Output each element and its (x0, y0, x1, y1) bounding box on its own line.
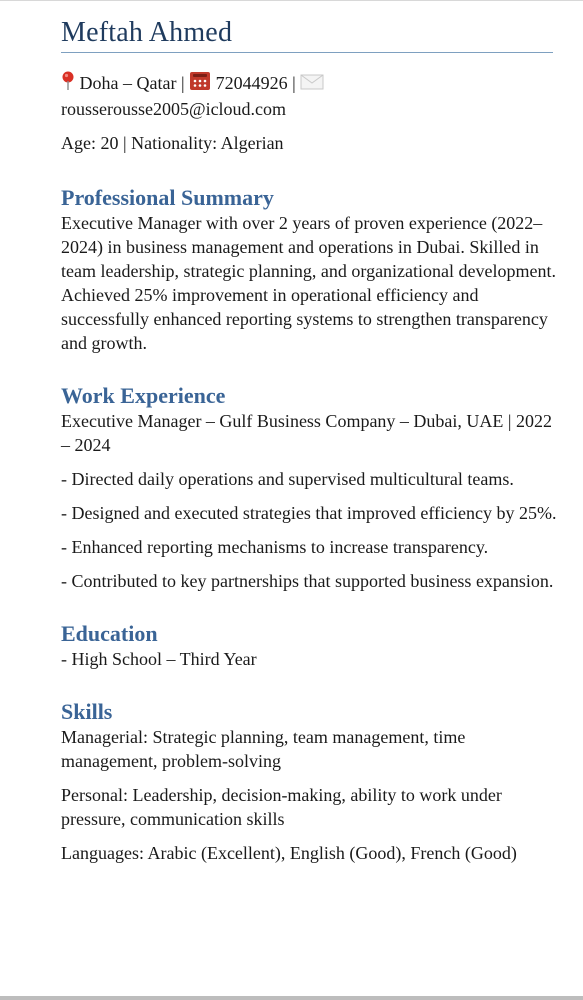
work-heading: Work Experience (61, 383, 226, 408)
name-underline (61, 52, 553, 53)
resume-document (61, 14, 561, 865)
skill-managerial: Managerial: Strategic planning, team management, time management, problem-solving (61, 727, 466, 771)
email-address[interactable]: rousserousse2005@icloud.com (61, 99, 287, 119)
education-heading: Education (61, 621, 158, 646)
phone-number: 72044926 (215, 73, 288, 93)
location-text: Doha – Qatar (79, 73, 177, 93)
envelope-icon (300, 73, 324, 97)
job-bullet: - Enhanced reporting mechanisms to increase transparency. (61, 537, 489, 557)
separator: | (180, 73, 185, 93)
contact-line (61, 71, 561, 121)
candidate-name: Meftah Ahmed (61, 17, 233, 48)
skills-heading: Skills (61, 699, 113, 724)
job-bullet: - Directed daily operations and supervised multicultural teams. (61, 469, 514, 489)
job-bullet: - Designed and executed strategies that improved efficiency by 25%. (61, 503, 557, 523)
age-nationality: Age: 20 | Nationality: Algerian (61, 133, 284, 153)
separator: | (292, 73, 296, 93)
bottom-border (0, 996, 583, 1000)
job-role: Executive Manager – Gulf Business Company – Dubai, UAE | 2022 – 2024 (61, 411, 553, 455)
skill-languages: Languages: Arabic (Excellent), English (Good), French (Good) (61, 843, 517, 863)
job-bullet: - Contributed to key partnerships that supported business expansion. (61, 571, 554, 591)
location-pin-icon (61, 71, 75, 97)
education-item: - High School – Third Year (61, 649, 257, 669)
summary-text: Executive Manager with over 2 years of proven experience (2022–2024) in business management and operations in Dubai. Skilled in team leadership, strategic planning, and organizational development. Achieved 25% improvement in operational efficiency and successfully enhanced reporting systems to strengthen transparency and growth. (61, 213, 556, 353)
telephone-icon (189, 71, 211, 97)
skill-personal: Personal: Leadership, decision-making, ability to work under pressure, communication skills (61, 785, 502, 829)
top-border (0, 0, 583, 1)
summary-heading: Professional Summary (61, 185, 274, 210)
